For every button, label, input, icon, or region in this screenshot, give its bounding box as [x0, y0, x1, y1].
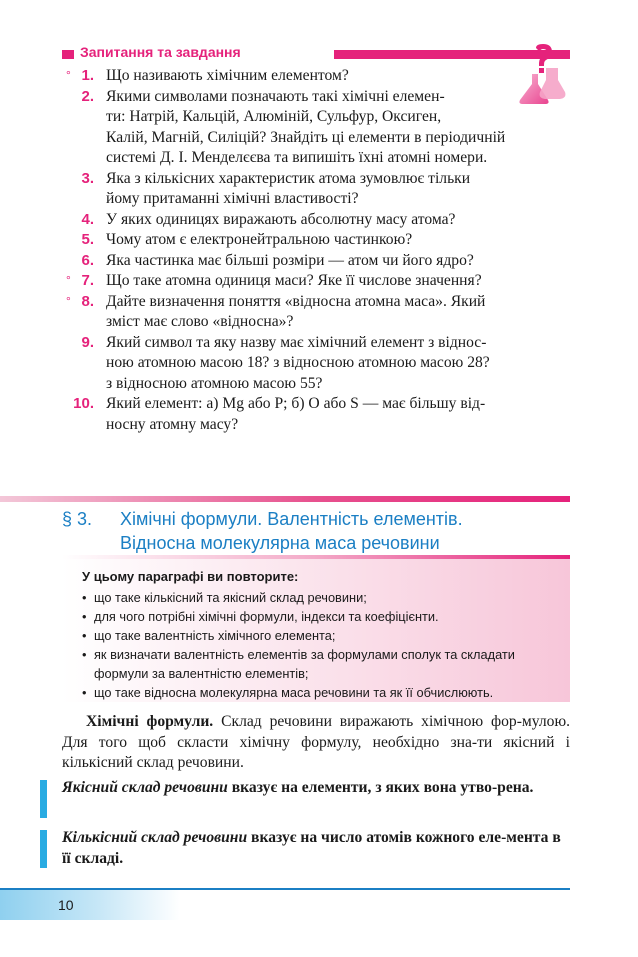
section-title-line2: Відносна молекулярна маса речовини — [120, 533, 440, 553]
question-text-line: Чому атом є електронейтральною частинкою? — [106, 231, 413, 248]
question-text-line: Що таке атомна одиниця маси? Яке її числове значення? — [106, 272, 482, 289]
question-number: 9. — [81, 333, 94, 351]
question-text-line: ти: Натрій, Кальцій, Алюміній, Сульфур, Оксиген, — [106, 108, 442, 125]
question-number: 4. — [81, 210, 94, 228]
body-paragraph — [62, 712, 570, 774]
question-text-line: йому притаманні хімічні властивості? — [106, 190, 359, 207]
review-item: • що таке відносна молекулярна маса речовини та як її обчислюють. — [82, 685, 494, 700]
question-text-line: з відносною атомною масою 55? — [106, 374, 323, 392]
questions-header-title: Запитання та завдання — [80, 44, 241, 60]
question-text-line: Дайте визначення поняття «відносна атомна маса». Який — [106, 292, 486, 310]
question-number: 6. — [81, 251, 94, 269]
question-item — [72, 394, 570, 435]
question-text-line: Калій, Магній, Силіцій? Знайдіть ці елементи в періодичній — [106, 128, 506, 146]
question-text-line: ною атомною масою 18? з відносною атомною масою 28? — [106, 354, 490, 371]
question-number: 7. — [81, 272, 94, 289]
paragraph-lead: Хімічні формули. — [86, 713, 214, 730]
definition-marker — [40, 780, 47, 818]
question-item — [72, 251, 570, 272]
question-number: 3. — [81, 169, 94, 187]
question-item — [66, 271, 570, 292]
question-number: 10. — [73, 395, 94, 412]
definition-marker — [40, 830, 47, 868]
question-text-line: системі Д. І. Менделєєва та випишіть їхні атомні номери. — [106, 149, 488, 166]
question-item — [72, 333, 570, 395]
question-text-line: У яких одиницях виражають абсолютну масу атома? — [106, 210, 456, 228]
definition-qualitative — [62, 778, 570, 799]
question-number: 8. — [81, 292, 94, 310]
review-box — [62, 555, 570, 702]
review-box-topline — [62, 555, 570, 559]
question-number: 1. — [81, 67, 94, 84]
question-text-line: Якими символами позначають такі хімічні елемен- — [106, 87, 445, 105]
question-marker: ° — [66, 68, 71, 82]
question-text-line: Яка частинка має більші розміри — атом чи його ядро? — [106, 251, 474, 269]
definition-text: вказує на число атомів кожного еле-мента в її складі. — [62, 829, 561, 867]
question-item — [66, 292, 570, 333]
question-item — [72, 230, 570, 251]
review-item: • що таке кількісний та якісний склад речовини; — [82, 590, 367, 605]
question-text-line: носну атомну масу? — [106, 415, 239, 433]
section-number: § 3. — [62, 509, 93, 529]
definition-term: Кількісний склад речовини — [62, 829, 248, 846]
review-item: • як визначати валентність елементів за формулами сполук та складати — [82, 647, 515, 662]
question-item — [66, 66, 570, 87]
question-text-line: Який символ та яку назву має хімічний елемент з віднос- — [106, 333, 487, 351]
page-number: 10 — [58, 897, 74, 913]
question-number: 2. — [81, 87, 94, 105]
review-item: • що таке валентність хімічного елемента; — [82, 628, 336, 643]
review-item: • для чого потрібні хімічні формули, індекси та коефіцієнти. — [82, 609, 439, 624]
question-marker: ° — [66, 273, 71, 287]
section-divider — [0, 496, 570, 502]
review-list — [82, 588, 562, 702]
definition-text: вказує на елементи, з яких вона утво-рена. — [227, 779, 534, 796]
review-title: У цьому параграфі ви повторите: — [82, 569, 299, 584]
question-number: 5. — [81, 231, 94, 248]
section-title-line1: Хімічні формули. Валентність елементів. — [120, 509, 463, 529]
question-marker: ° — [66, 293, 71, 308]
header-square-marker — [62, 50, 74, 59]
definition-term: Якісний склад речовини — [62, 779, 228, 796]
questions-header — [62, 44, 570, 61]
question-text-line: Яка з кількісних характеристик атома зумовлює тільки — [106, 169, 471, 187]
definition-quantitative — [62, 828, 570, 869]
review-item-continuation: формули за валентністю елементів; — [94, 666, 309, 681]
question-text-line: Що називають хімічним елементом? — [106, 67, 349, 84]
question-item — [72, 210, 570, 231]
question-item — [72, 169, 570, 210]
question-text-line: Який елемент: а) Mg або P; б) O або S — має більшу від- — [106, 395, 486, 412]
footer-band — [0, 890, 180, 920]
paragraph-text: Склад речовини виражають хімічною фор-мулою. Для того щоб скласти хімічну формулу, необхідно зна-ти якісний і кількісний склад речовини. — [62, 713, 570, 771]
question-item — [72, 87, 570, 169]
questions-list — [66, 66, 570, 435]
question-text-line: зміст має слово «відносна»? — [106, 313, 294, 330]
